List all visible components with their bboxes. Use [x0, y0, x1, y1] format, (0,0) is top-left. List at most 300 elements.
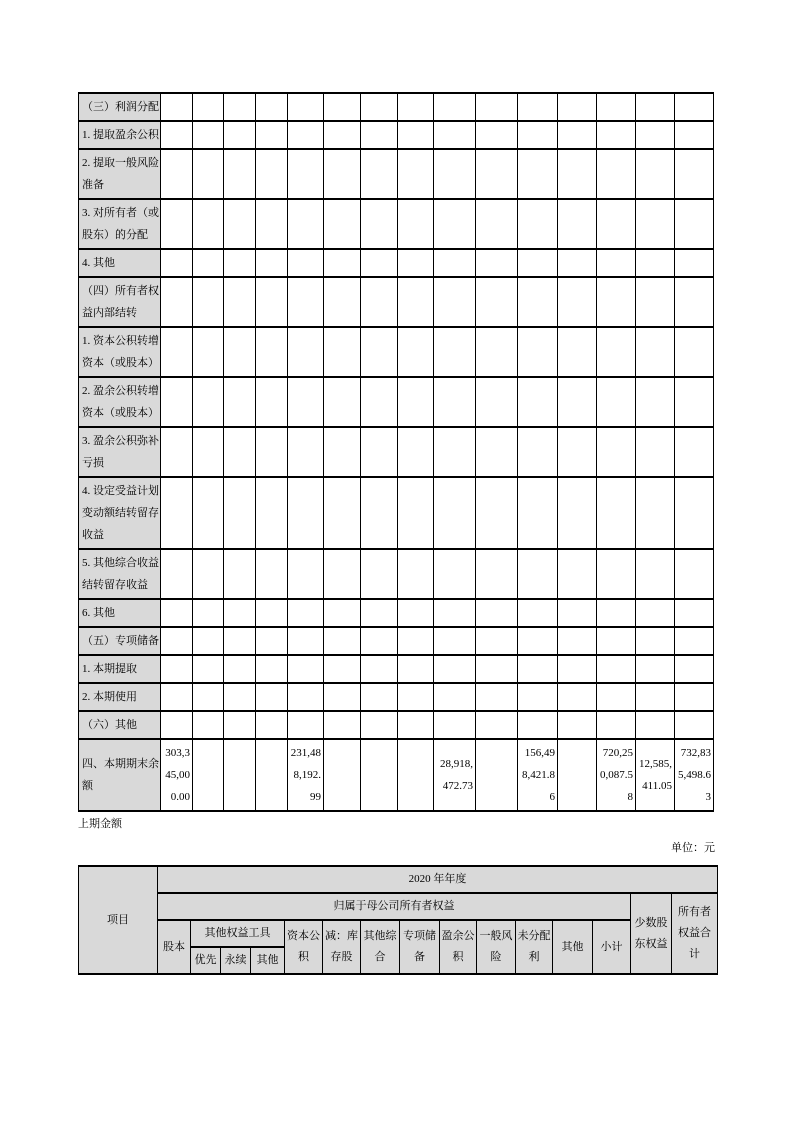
cell-empty	[324, 683, 361, 711]
cell-empty	[476, 739, 518, 811]
cell-empty	[675, 427, 714, 477]
cell-empty	[193, 427, 224, 477]
cell-empty	[224, 327, 256, 377]
cell-empty	[518, 327, 558, 377]
cell-empty	[288, 121, 324, 149]
table-row	[79, 149, 714, 199]
cell-empty	[288, 249, 324, 277]
cell-empty	[597, 149, 636, 199]
cell-empty	[324, 327, 361, 377]
row-label: 3. 盈余公积弥补亏损	[79, 427, 161, 477]
row-label: （四）所有者权益内部结转	[79, 277, 161, 327]
cell-empty	[518, 549, 558, 599]
row-label: 5. 其他综合收益结转留存收益	[79, 549, 161, 599]
cell-empty	[361, 549, 398, 599]
cell-empty	[675, 627, 714, 655]
row-label: 2. 盈余公积转增资本（或股本）	[79, 377, 161, 427]
cell-empty	[675, 277, 714, 327]
cell-empty	[288, 199, 324, 249]
cell-empty	[193, 477, 224, 549]
cell-empty	[361, 199, 398, 249]
cell-empty	[636, 683, 675, 711]
cell-value: 303,345,000.00	[161, 739, 193, 811]
cell-empty	[288, 377, 324, 427]
cell-empty	[558, 277, 597, 327]
cell-empty	[518, 249, 558, 277]
cell-empty	[398, 739, 434, 811]
cell-empty	[398, 599, 434, 627]
cell-empty	[398, 655, 434, 683]
cell-empty	[288, 655, 324, 683]
col-header-undistributed-profit: 未分配利	[516, 920, 553, 974]
cell-empty	[324, 477, 361, 549]
cell-empty	[597, 599, 636, 627]
cell-empty	[193, 277, 224, 327]
col-header-perpetual: 永续	[221, 947, 251, 974]
cell-empty	[518, 199, 558, 249]
cell-empty	[193, 327, 224, 377]
header-row-columns	[79, 920, 718, 947]
cell-empty	[324, 739, 361, 811]
cell-empty	[675, 199, 714, 249]
cell-empty	[476, 121, 518, 149]
cell-empty	[636, 249, 675, 277]
cell-empty	[597, 627, 636, 655]
cell-empty	[161, 199, 193, 249]
cell-empty	[434, 711, 476, 739]
header-row-group	[79, 893, 718, 920]
cell-empty	[256, 599, 288, 627]
cell-empty	[597, 683, 636, 711]
cell-empty	[476, 93, 518, 121]
cell-empty	[288, 427, 324, 477]
cell-empty	[224, 427, 256, 477]
cell-empty	[518, 655, 558, 683]
cell-empty	[398, 199, 434, 249]
cell-empty	[518, 149, 558, 199]
cell-empty	[361, 739, 398, 811]
cell-empty	[193, 199, 224, 249]
cell-empty	[434, 655, 476, 683]
cell-value: 156,498,421.86	[518, 739, 558, 811]
cell-empty	[288, 599, 324, 627]
row-label: 3. 对所有者（或股东）的分配	[79, 199, 161, 249]
cell-empty	[518, 427, 558, 477]
cell-empty	[434, 377, 476, 427]
cell-empty	[361, 711, 398, 739]
cell-empty	[161, 249, 193, 277]
cell-empty	[324, 427, 361, 477]
cell-empty	[675, 549, 714, 599]
table-row	[79, 327, 714, 377]
cell-value: 28,918,472.73	[434, 739, 476, 811]
cell-empty	[288, 327, 324, 377]
cell-empty	[398, 427, 434, 477]
cell-empty	[518, 93, 558, 121]
cell-empty	[675, 249, 714, 277]
cell-empty	[476, 711, 518, 739]
col-header-subtotal: 小计	[593, 920, 631, 974]
cell-empty	[256, 711, 288, 739]
cell-empty	[161, 711, 193, 739]
cell-empty	[324, 655, 361, 683]
cell-empty	[288, 683, 324, 711]
col-header-capital-reserve: 资本公积	[285, 920, 323, 974]
cell-empty	[518, 683, 558, 711]
cell-empty	[193, 93, 224, 121]
table-row	[79, 93, 714, 121]
cell-empty	[476, 199, 518, 249]
cell-empty	[193, 249, 224, 277]
cell-empty	[324, 627, 361, 655]
row-label: 四、本期期末余额	[79, 739, 161, 811]
cell-empty	[361, 477, 398, 549]
cell-empty	[288, 93, 324, 121]
col-header-general-risk: 一般风险	[477, 920, 516, 974]
header-row-period	[79, 866, 718, 893]
cell-empty	[636, 477, 675, 549]
cell-empty	[361, 377, 398, 427]
cell-empty	[161, 121, 193, 149]
cell-empty	[558, 477, 597, 549]
cell-empty	[398, 93, 434, 121]
cell-empty	[288, 149, 324, 199]
cell-empty	[434, 427, 476, 477]
cell-empty	[434, 683, 476, 711]
cell-empty	[324, 711, 361, 739]
unit-label: 单位：元	[671, 842, 715, 854]
col-header-parent-company-equity: 归属于母公司所有者权益	[158, 893, 631, 920]
cell-empty	[398, 477, 434, 549]
cell-empty	[256, 739, 288, 811]
cell-empty	[675, 683, 714, 711]
cell-empty	[324, 121, 361, 149]
cell-value: 231,488,192.99	[288, 739, 324, 811]
cell-empty	[224, 683, 256, 711]
cell-empty	[597, 93, 636, 121]
cell-empty	[476, 377, 518, 427]
cell-empty	[324, 277, 361, 327]
col-header-total-equity: 所有者权益合计	[672, 893, 718, 974]
cell-empty	[675, 377, 714, 427]
cell-empty	[636, 627, 675, 655]
cell-empty	[161, 427, 193, 477]
cell-empty	[434, 599, 476, 627]
cell-empty	[558, 427, 597, 477]
cell-empty	[476, 599, 518, 627]
cell-empty	[361, 277, 398, 327]
cell-empty	[476, 149, 518, 199]
cell-empty	[193, 149, 224, 199]
cell-empty	[476, 327, 518, 377]
col-header-preferred: 优先	[191, 947, 221, 974]
cell-value: 732,835,498.63	[675, 739, 714, 811]
table-row	[79, 655, 714, 683]
cell-empty	[193, 377, 224, 427]
cell-empty	[161, 149, 193, 199]
cell-empty	[675, 655, 714, 683]
equity-changes-prior-period-header-table	[78, 865, 718, 975]
cell-empty	[256, 549, 288, 599]
cell-empty	[558, 549, 597, 599]
cell-empty	[324, 599, 361, 627]
cell-empty	[597, 549, 636, 599]
cell-empty	[398, 683, 434, 711]
col-header-less-treasury-stock: 减：库存股	[323, 920, 361, 974]
cell-empty	[361, 249, 398, 277]
cell-empty	[224, 599, 256, 627]
cell-empty	[361, 149, 398, 199]
cell-empty	[193, 627, 224, 655]
cell-empty	[434, 327, 476, 377]
cell-empty	[518, 277, 558, 327]
row-label: 4. 设定受益计划变动额结转留存收益	[79, 477, 161, 549]
table-row	[79, 199, 714, 249]
cell-value: 720,250,087.58	[597, 739, 636, 811]
cell-empty	[558, 93, 597, 121]
cell-empty	[256, 121, 288, 149]
prior-period-section-label: 上期金额	[78, 818, 122, 830]
row-label: （六）其他	[79, 711, 161, 739]
cell-empty	[476, 477, 518, 549]
cell-empty	[224, 249, 256, 277]
cell-empty	[224, 277, 256, 327]
cell-empty	[256, 249, 288, 277]
col-header-period: 2020 年年度	[158, 866, 718, 893]
cell-empty	[256, 149, 288, 199]
row-label: 2. 提取一般风险准备	[79, 149, 161, 199]
cell-empty	[193, 739, 224, 811]
cell-empty	[398, 121, 434, 149]
cell-empty	[288, 277, 324, 327]
cell-empty	[193, 683, 224, 711]
cell-empty	[398, 249, 434, 277]
cell-empty	[224, 711, 256, 739]
cell-empty	[636, 93, 675, 121]
cell-empty	[636, 599, 675, 627]
cell-empty	[675, 477, 714, 549]
table-row	[79, 377, 714, 427]
cell-empty	[193, 549, 224, 599]
cell-empty	[224, 739, 256, 811]
cell-empty	[361, 327, 398, 377]
cell-empty	[597, 655, 636, 683]
cell-empty	[476, 683, 518, 711]
cell-empty	[476, 249, 518, 277]
row-label: 2. 本期使用	[79, 683, 161, 711]
cell-empty	[558, 627, 597, 655]
cell-empty	[518, 477, 558, 549]
table-row	[79, 599, 714, 627]
cell-empty	[518, 599, 558, 627]
table-row	[79, 627, 714, 655]
table-row	[79, 683, 714, 711]
cell-empty	[161, 93, 193, 121]
cell-empty	[518, 627, 558, 655]
cell-empty	[256, 377, 288, 427]
cell-empty	[597, 477, 636, 549]
cell-empty	[324, 549, 361, 599]
cell-empty	[161, 599, 193, 627]
cell-empty	[675, 327, 714, 377]
cell-empty	[636, 199, 675, 249]
cell-empty	[361, 427, 398, 477]
cell-empty	[161, 277, 193, 327]
cell-empty	[161, 327, 193, 377]
cell-empty	[434, 199, 476, 249]
col-header-other-comprehensive: 其他综合	[361, 920, 400, 974]
table-row	[79, 121, 714, 149]
cell-empty	[288, 477, 324, 549]
cell-empty	[558, 599, 597, 627]
cell-empty	[597, 427, 636, 477]
cell-empty	[161, 627, 193, 655]
cell-empty	[558, 683, 597, 711]
cell-empty	[434, 149, 476, 199]
cell-empty	[398, 149, 434, 199]
cell-empty	[675, 121, 714, 149]
table-row	[79, 477, 714, 549]
cell-empty	[597, 277, 636, 327]
cell-empty	[518, 377, 558, 427]
col-header-minority-interest: 少数股东权益	[631, 893, 672, 974]
cell-empty	[161, 549, 193, 599]
cell-empty	[361, 121, 398, 149]
cell-empty	[361, 655, 398, 683]
cell-empty	[256, 327, 288, 377]
cell-empty	[675, 93, 714, 121]
cell-empty	[636, 149, 675, 199]
page-content	[78, 92, 717, 975]
row-label: （五）专项储备	[79, 627, 161, 655]
cell-empty	[256, 655, 288, 683]
equity-changes-current-period-table	[78, 92, 714, 812]
row-label: 1. 资本公积转增资本（或股本）	[79, 327, 161, 377]
cell-empty	[558, 711, 597, 739]
col-header-item: 项目	[79, 866, 158, 974]
cell-empty	[224, 121, 256, 149]
cell-empty	[224, 477, 256, 549]
cell-empty	[636, 427, 675, 477]
cell-empty	[558, 327, 597, 377]
cell-empty	[476, 627, 518, 655]
cell-empty	[224, 199, 256, 249]
cell-empty	[161, 477, 193, 549]
cell-empty	[224, 149, 256, 199]
cell-empty	[597, 249, 636, 277]
cell-empty	[193, 711, 224, 739]
cell-empty	[256, 427, 288, 477]
table-row	[79, 739, 714, 811]
col-header-other-sub: 其他	[251, 947, 285, 974]
cell-empty	[256, 477, 288, 549]
row-label: 1. 提取盈余公积	[79, 121, 161, 149]
cell-empty	[434, 277, 476, 327]
row-label: 1. 本期提取	[79, 655, 161, 683]
cell-empty	[636, 711, 675, 739]
cell-empty	[558, 199, 597, 249]
cell-empty	[161, 683, 193, 711]
col-header-other: 其他	[553, 920, 593, 974]
cell-empty	[558, 739, 597, 811]
cell-empty	[256, 277, 288, 327]
cell-empty	[476, 427, 518, 477]
cell-empty	[636, 655, 675, 683]
cell-empty	[434, 627, 476, 655]
cell-empty	[256, 93, 288, 121]
cell-empty	[256, 683, 288, 711]
cell-empty	[597, 377, 636, 427]
table-row	[79, 427, 714, 477]
cell-empty	[636, 549, 675, 599]
cell-empty	[675, 599, 714, 627]
cell-empty	[398, 711, 434, 739]
cell-empty	[398, 627, 434, 655]
table-row	[79, 549, 714, 599]
cell-empty	[434, 93, 476, 121]
row-label: 4. 其他	[79, 249, 161, 277]
cell-empty	[288, 711, 324, 739]
col-header-other-equity-tools: 其他权益工具	[191, 920, 285, 947]
cell-empty	[161, 377, 193, 427]
cell-empty	[434, 121, 476, 149]
cell-empty	[324, 93, 361, 121]
cell-empty	[324, 249, 361, 277]
cell-empty	[434, 249, 476, 277]
cell-empty	[398, 549, 434, 599]
cell-empty	[224, 93, 256, 121]
col-header-special-reserve: 专项储备	[400, 920, 440, 974]
cell-empty	[636, 277, 675, 327]
cell-empty	[324, 199, 361, 249]
cell-empty	[636, 327, 675, 377]
cell-empty	[518, 121, 558, 149]
cell-empty	[256, 627, 288, 655]
cell-empty	[398, 327, 434, 377]
cell-empty	[636, 121, 675, 149]
cell-empty	[558, 655, 597, 683]
col-header-share-capital: 股本	[158, 920, 191, 974]
cell-empty	[288, 627, 324, 655]
cell-empty	[675, 149, 714, 199]
row-label: （三）利润分配	[79, 93, 161, 121]
table-row	[79, 249, 714, 277]
cell-empty	[361, 683, 398, 711]
cell-empty	[324, 377, 361, 427]
cell-empty	[558, 121, 597, 149]
table-row	[79, 277, 714, 327]
cell-empty	[224, 377, 256, 427]
cell-empty	[558, 377, 597, 427]
cell-empty	[558, 149, 597, 199]
cell-empty	[558, 249, 597, 277]
col-header-surplus-reserve: 盈余公积	[440, 920, 477, 974]
cell-empty	[324, 149, 361, 199]
cell-empty	[193, 599, 224, 627]
cell-empty	[398, 277, 434, 327]
table-row	[79, 711, 714, 739]
cell-empty	[398, 377, 434, 427]
cell-empty	[288, 549, 324, 599]
cell-empty	[636, 377, 675, 427]
cell-empty	[675, 711, 714, 739]
cell-empty	[597, 199, 636, 249]
cell-empty	[597, 327, 636, 377]
cell-empty	[518, 711, 558, 739]
cell-empty	[193, 655, 224, 683]
cell-empty	[476, 277, 518, 327]
cell-value: 12,585,411.05	[636, 739, 675, 811]
